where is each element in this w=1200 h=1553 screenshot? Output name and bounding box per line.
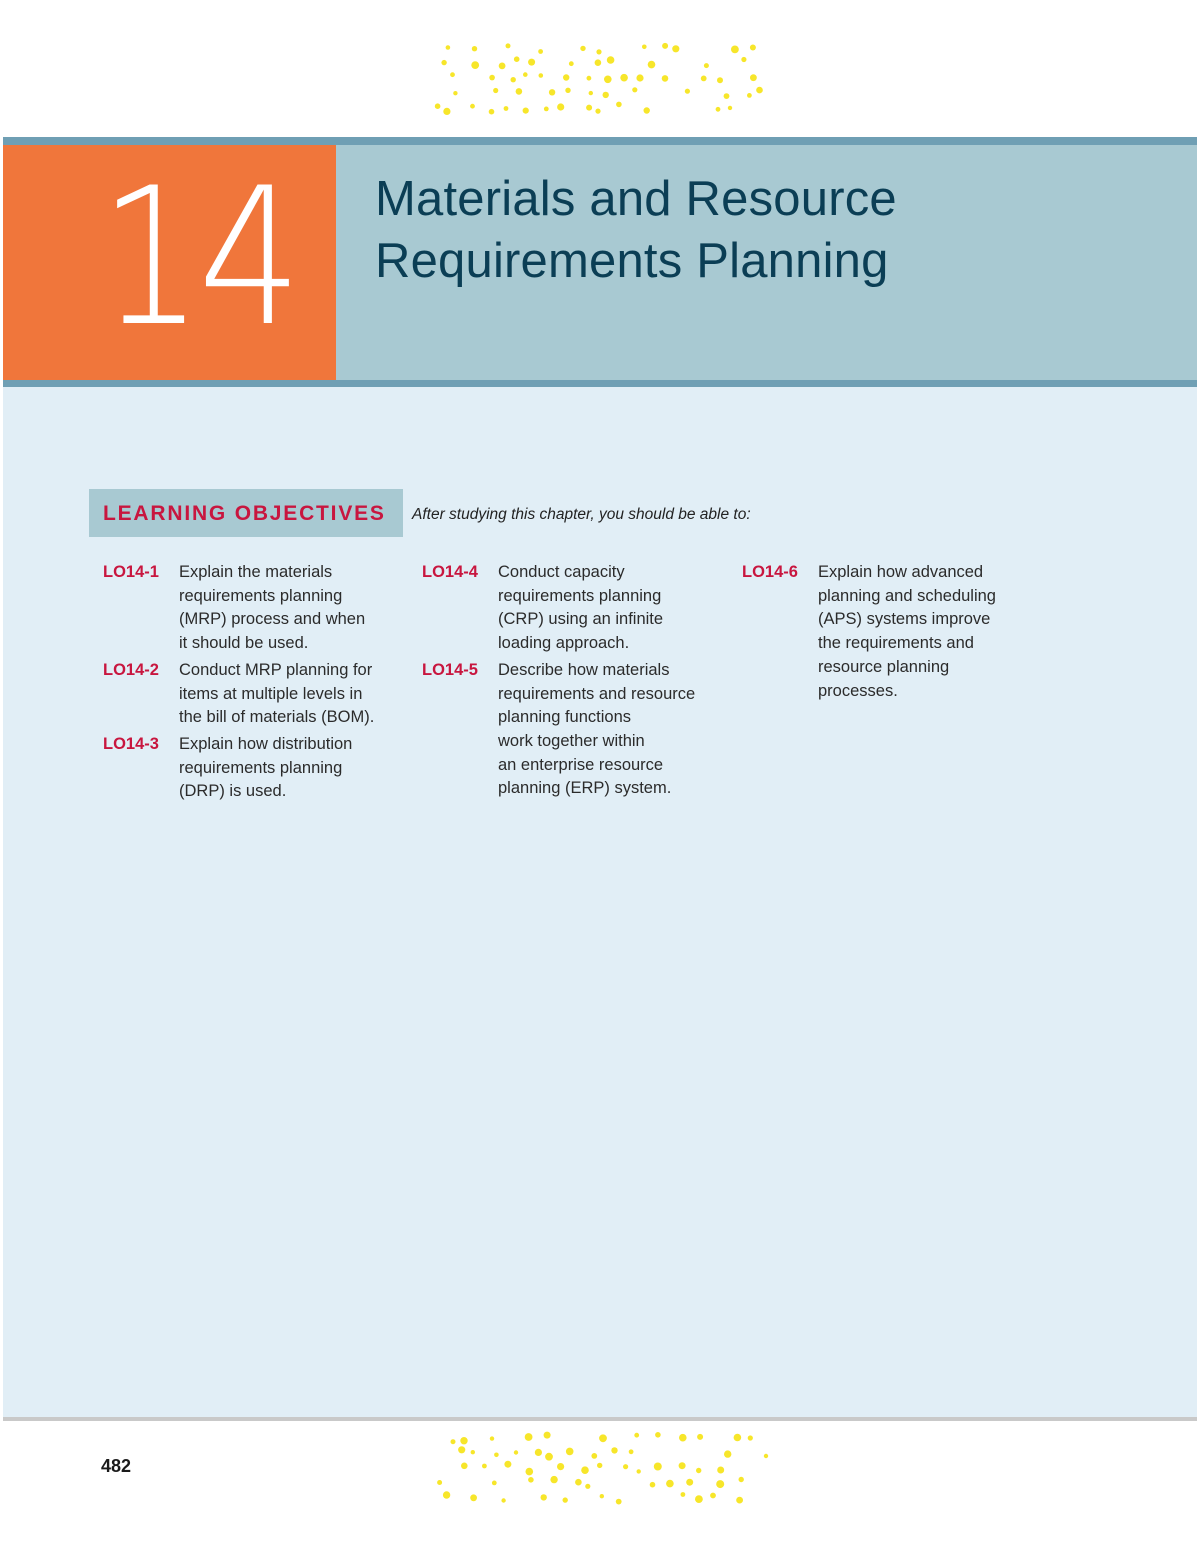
decorative-dot <box>716 1480 724 1488</box>
decorative-dot <box>563 74 569 80</box>
decorative-dot <box>632 87 637 92</box>
decorative-dot <box>597 1463 602 1468</box>
decorative-dot <box>666 1480 674 1488</box>
page-number: 482 <box>101 1456 132 1476</box>
decorative-dot <box>716 107 721 112</box>
chapter-title-line-2: Requirements Planning <box>375 234 889 288</box>
decorative-dot <box>563 1497 568 1502</box>
decorative-dot <box>489 75 495 81</box>
chapter-title-line-1: Materials and Resource <box>375 172 897 226</box>
decorative-dot <box>545 1453 553 1461</box>
decorative-dot <box>557 1463 564 1470</box>
decorative-dot <box>557 103 564 110</box>
decorative-dot <box>514 56 520 62</box>
decorative-dot <box>604 76 612 84</box>
decorative-dot <box>443 108 450 115</box>
decorative-dot <box>724 1450 731 1457</box>
objective-text: Explain how distribution requirements planning (DRP) is used. <box>179 734 353 801</box>
decorative-dot <box>634 1433 639 1438</box>
decorative-dot <box>566 1448 574 1456</box>
decorative-dot <box>696 1468 701 1473</box>
objective-item <box>103 733 403 804</box>
decorative-dot <box>494 1453 499 1458</box>
chapter-number-box <box>3 145 336 380</box>
decorative-dot <box>461 1463 468 1470</box>
decorative-dot <box>514 1450 518 1454</box>
decorative-dot <box>599 1434 607 1442</box>
decorative-dot <box>616 1499 622 1505</box>
decorative-dot <box>739 1477 744 1482</box>
decorative-dot <box>616 102 622 108</box>
learning-objectives-panel <box>3 387 1197 1417</box>
decorative-dot <box>704 63 709 68</box>
decorative-dot <box>550 1476 557 1483</box>
decorative-dot <box>600 1494 604 1498</box>
decorative-dot <box>741 57 746 62</box>
decorative-dot <box>569 61 574 66</box>
decorative-dot <box>435 103 441 109</box>
decorative-dot <box>650 1482 656 1488</box>
decorative-dot <box>655 1432 661 1438</box>
decorative-dot <box>544 107 549 112</box>
decorative-dot <box>586 105 592 111</box>
decorative-dot <box>580 46 585 51</box>
decorative-dot <box>764 1454 768 1458</box>
decorative-dot <box>679 1462 686 1469</box>
objective-text: Explain how advanced planning and scheduling (APS) systems improve the requirements and resource planning processes. <box>818 563 996 700</box>
decorative-dot <box>492 1481 497 1486</box>
objective-item <box>103 659 403 730</box>
decorative-dot <box>581 1466 589 1474</box>
decorative-dot <box>443 1491 450 1498</box>
objective-text: Conduct MRP planning for items at multiple levels in the bill of materials (BOM). <box>179 660 375 727</box>
decorative-dot <box>710 1493 716 1499</box>
decorative-dot-pattern-bottom <box>0 1430 1200 1510</box>
decorative-dot <box>654 1463 662 1471</box>
decorative-dot <box>541 1494 547 1500</box>
decorative-dot <box>539 73 544 78</box>
decorative-dot <box>595 109 600 114</box>
decorative-dot <box>748 1435 753 1440</box>
decorative-dot <box>731 46 739 54</box>
decorative-dot <box>595 59 602 66</box>
decorative-dot <box>506 43 511 48</box>
decorative-dot <box>662 75 669 82</box>
decorative-dot <box>686 1479 693 1486</box>
decorative-dot <box>756 87 763 94</box>
decorative-dot <box>490 1436 494 1440</box>
decorative-dot <box>528 1477 534 1483</box>
objective-id: LO14-3 <box>103 734 159 753</box>
decorative-dot <box>734 1434 742 1442</box>
decorative-dot <box>451 1439 456 1444</box>
decorative-dot <box>681 1492 686 1497</box>
objective-text: Conduct capacity requirements planning (CRP) using an infinite loading approach. <box>498 563 664 653</box>
decorative-dot <box>499 63 506 70</box>
decorative-dot <box>701 76 707 82</box>
objectives-column-3 <box>742 561 1042 706</box>
decorative-dot <box>471 1450 475 1454</box>
decorative-dot <box>575 1479 582 1486</box>
decorative-dot <box>648 61 656 69</box>
decorative-dot <box>482 1464 487 1469</box>
decorative-dot <box>516 88 523 95</box>
objective-text: Describe how materials requirements and resource planning functions work together within an enterprise resource planning (ERP) system. <box>498 660 696 798</box>
decorative-dot <box>672 45 679 52</box>
decorative-dot <box>736 1497 743 1504</box>
decorative-dot <box>441 60 446 65</box>
decorative-dot <box>607 56 615 64</box>
decorative-dot <box>620 74 628 82</box>
decorative-dot <box>644 107 650 113</box>
decorative-dot <box>565 88 570 93</box>
decorative-dot <box>549 89 555 95</box>
decorative-dot <box>717 77 723 83</box>
objective-item <box>422 659 722 801</box>
chapter-number: 14 <box>99 147 297 368</box>
decorative-dot <box>504 1461 511 1468</box>
decorative-dot <box>538 49 543 54</box>
decorative-dot <box>679 1434 687 1442</box>
decorative-dot <box>511 77 516 82</box>
decorative-dot <box>685 89 690 94</box>
decorative-dot <box>470 104 475 109</box>
decorative-dot <box>446 45 451 50</box>
chapter-title <box>375 168 897 292</box>
decorative-dot <box>472 46 477 51</box>
decorative-dot-pattern-top <box>0 40 1200 120</box>
learning-objectives-heading: LEARNING OBJECTIVES <box>103 502 386 525</box>
decorative-dot <box>470 1494 477 1501</box>
header-top-rule <box>3 137 1197 145</box>
decorative-dot <box>603 92 609 98</box>
decorative-dot <box>629 1449 634 1454</box>
decorative-dot <box>662 43 668 49</box>
decorative-dot <box>501 1498 505 1502</box>
objective-text: Explain the materials requirements planning (MRP) process and when it should be used. <box>179 563 366 653</box>
objective-id: LO14-4 <box>422 563 478 581</box>
objective-id: LO14-6 <box>742 563 798 581</box>
decorative-dot <box>637 1469 641 1473</box>
decorative-dot <box>453 91 457 95</box>
decorative-dot <box>471 61 479 69</box>
decorative-dot <box>489 109 495 115</box>
objectives-column-2 <box>422 561 722 804</box>
decorative-dot <box>437 1480 442 1485</box>
decorative-dot <box>623 1464 628 1469</box>
objective-item <box>422 561 722 656</box>
decorative-dot <box>587 76 592 81</box>
decorative-dot <box>535 1449 542 1456</box>
objective-item <box>742 561 1042 703</box>
decorative-dot <box>589 91 593 95</box>
panel-bottom-rule <box>3 1417 1197 1421</box>
decorative-dot <box>458 1446 465 1453</box>
decorative-dot <box>747 93 752 98</box>
header-bottom-rule <box>3 380 1197 387</box>
decorative-dot <box>750 74 757 81</box>
objective-id: LO14-1 <box>103 563 159 581</box>
decorative-dot <box>724 93 730 99</box>
decorative-dot <box>596 49 601 54</box>
decorative-dot <box>591 1453 597 1459</box>
decorative-dot <box>695 1495 703 1503</box>
decorative-dot <box>728 106 732 110</box>
decorative-dot <box>523 72 528 77</box>
decorative-dot <box>450 72 455 77</box>
decorative-dot <box>523 108 529 114</box>
objective-id: LO14-5 <box>422 660 478 679</box>
objectives-column-1 <box>103 561 403 807</box>
objective-id: LO14-2 <box>103 660 159 679</box>
decorative-dot <box>460 1437 467 1444</box>
decorative-dot <box>525 1433 533 1441</box>
decorative-dot <box>636 74 643 81</box>
decorative-dot <box>611 1447 617 1453</box>
decorative-dot <box>750 45 756 51</box>
decorative-dot <box>585 1484 590 1489</box>
decorative-dot <box>504 106 509 111</box>
objective-item <box>103 561 403 656</box>
decorative-dot <box>717 1467 724 1474</box>
learning-objectives-tab <box>89 489 403 537</box>
learning-objectives-intro: After studying this chapter, you should be able to: <box>412 506 751 523</box>
decorative-dot <box>642 45 647 50</box>
decorative-dot <box>526 1468 534 1476</box>
decorative-dot <box>528 59 535 66</box>
decorative-dot <box>544 1432 551 1439</box>
decorative-dot <box>697 1434 703 1440</box>
decorative-dot <box>493 88 498 93</box>
